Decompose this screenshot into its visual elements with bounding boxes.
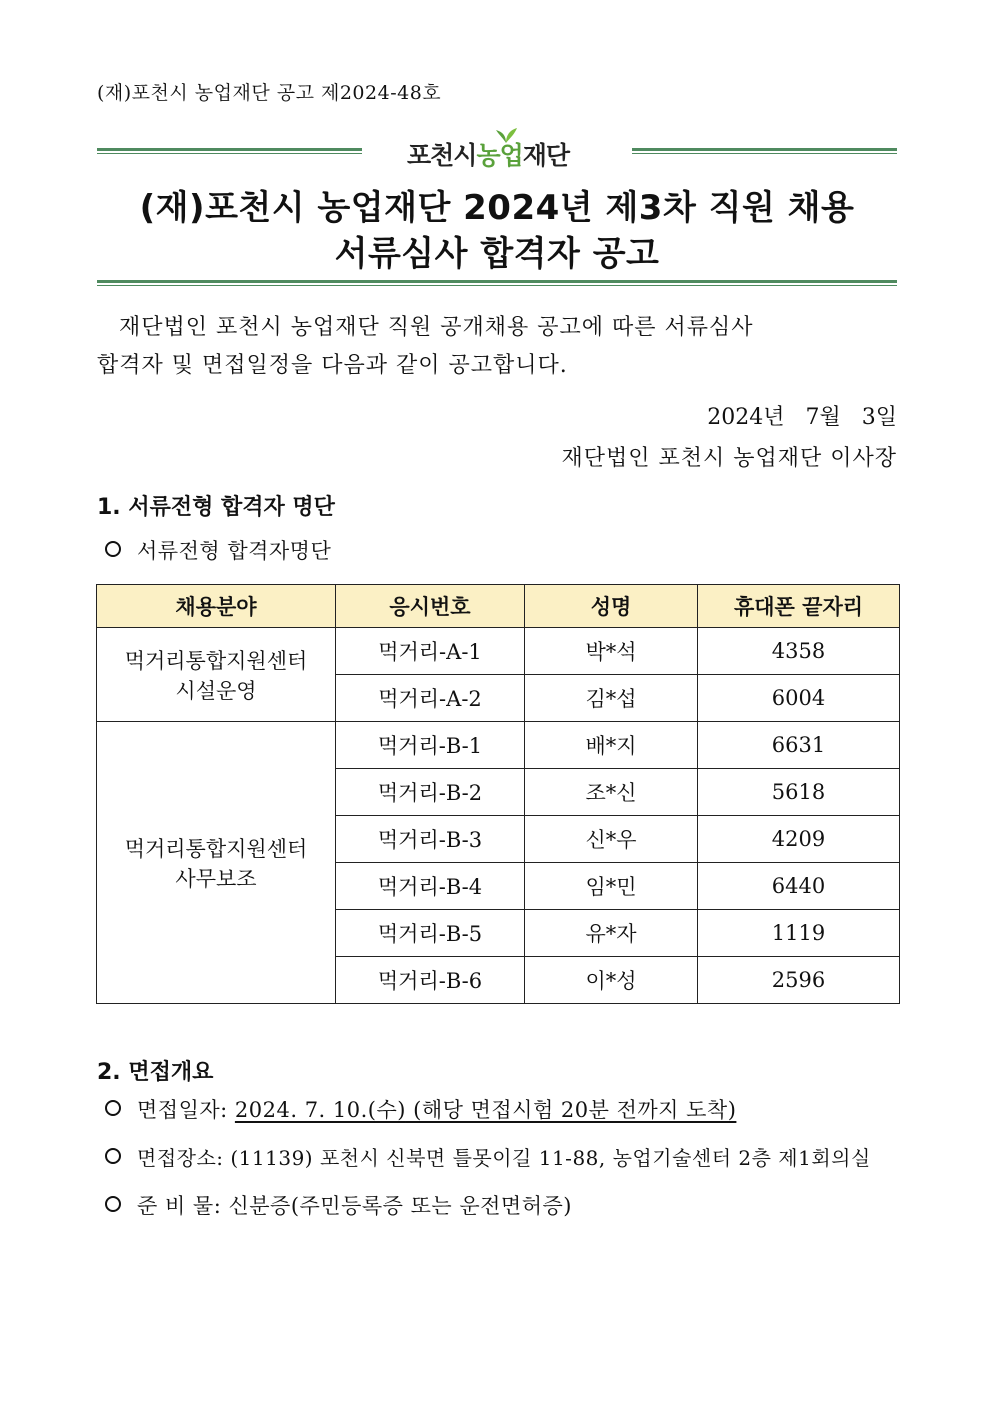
field-cell: 먹거리통합지원센터 시설운영 [97, 628, 336, 722]
phone-last-digits: 6004 [698, 675, 900, 722]
circle-bullet-icon [105, 1148, 121, 1164]
applicant-no: 먹거리-B-1 [336, 722, 525, 769]
section-2-heading: 2. 면접개요 [97, 1060, 214, 1085]
title-rule [97, 280, 897, 283]
applicant-name: 유*자 [525, 910, 698, 957]
applicant-name: 신*우 [525, 816, 698, 863]
header-name: 성명 [525, 585, 698, 628]
table-header-row [97, 585, 900, 628]
section-1-bullet: 서류전형 합격자명단 [105, 535, 331, 565]
interview-arrival-note: (해당 면접시험 20분 전까지 도착) [405, 1098, 737, 1122]
phone-last-digits: 1119 [698, 910, 900, 957]
interview-place-item: 면접장소: (11139) 포천시 신북면 틀못이길 11-88, 농업기술센터 2층 제1회의실 [105, 1142, 871, 1171]
applicant-no: 먹거리-B-6 [336, 957, 525, 1004]
header-field: 채용분야 [97, 585, 336, 628]
notice-date: 2024년 7월 3일 [707, 405, 897, 430]
phone-last-digits: 2596 [698, 957, 900, 1004]
foundation-logo [407, 132, 597, 168]
applicant-no: 먹거리-B-2 [336, 769, 525, 816]
title-line-2: 서류심사 합격자 공고 [334, 234, 660, 274]
roster-table [96, 584, 900, 1004]
applicant-name: 이*성 [525, 957, 698, 1004]
logo-banner [97, 128, 897, 170]
applicant-name: 박*석 [525, 628, 698, 675]
applicant-name: 임*민 [525, 863, 698, 910]
applicant-name: 조*신 [525, 769, 698, 816]
circle-bullet-icon [105, 1100, 121, 1116]
logo-divider-right [632, 148, 897, 154]
logo-divider-left [97, 148, 362, 154]
items-needed: 준 비 물: 신분증(주민등록증 또는 운전면허증) [105, 1190, 572, 1220]
circle-bullet-icon [105, 1196, 121, 1212]
title-rule-thin [97, 285, 897, 286]
signatory: 재단법인 포천시 농업재단 이사장 [561, 446, 897, 471]
interview-date-item: 면접일자: 2024. 7. 10.(수) (해당 면접시험 20분 전까지 도착) [105, 1094, 736, 1124]
table-row [97, 628, 900, 675]
intro-line-1: 재단법인 포천시 농업재단 직원 공개채용 공고에 따른 서류심사 [119, 315, 754, 340]
applicant-name: 배*지 [525, 722, 698, 769]
phone-last-digits: 6631 [698, 722, 900, 769]
circle-bullet-icon [105, 541, 121, 557]
applicant-name: 김*섭 [525, 675, 698, 722]
header-phone: 휴대폰 끝자리 [698, 585, 900, 628]
logo-text: 포천시농업재단 [407, 141, 570, 170]
phone-last-digits: 4358 [698, 628, 900, 675]
phone-last-digits: 4209 [698, 816, 900, 863]
phone-last-digits: 5618 [698, 769, 900, 816]
applicant-no: 먹거리-A-2 [336, 675, 525, 722]
applicant-no: 먹거리-B-4 [336, 863, 525, 910]
interview-date-value: 2024. 7. 10.(수) [234, 1098, 406, 1122]
phone-last-digits: 6440 [698, 863, 900, 910]
applicant-no: 먹거리-A-1 [336, 628, 525, 675]
field-cell: 먹거리통합지원센터 사무보조 [97, 722, 336, 1004]
applicant-no: 먹거리-B-3 [336, 816, 525, 863]
applicant-no: 먹거리-B-5 [336, 910, 525, 957]
intro-line-2: 합격자 및 면접일정을 다음과 같이 공고합니다. [97, 353, 568, 378]
title-line-1: (재)포천시 농업재단 2024년 제3차 직원 채용 [139, 188, 855, 228]
section-1-heading: 1. 서류전형 합격자 명단 [97, 495, 335, 520]
notice-number: (재)포천시 농업재단 공고 제2024-48호 [97, 82, 442, 104]
table-row [97, 722, 900, 769]
header-applicant-no: 응시번호 [336, 585, 525, 628]
